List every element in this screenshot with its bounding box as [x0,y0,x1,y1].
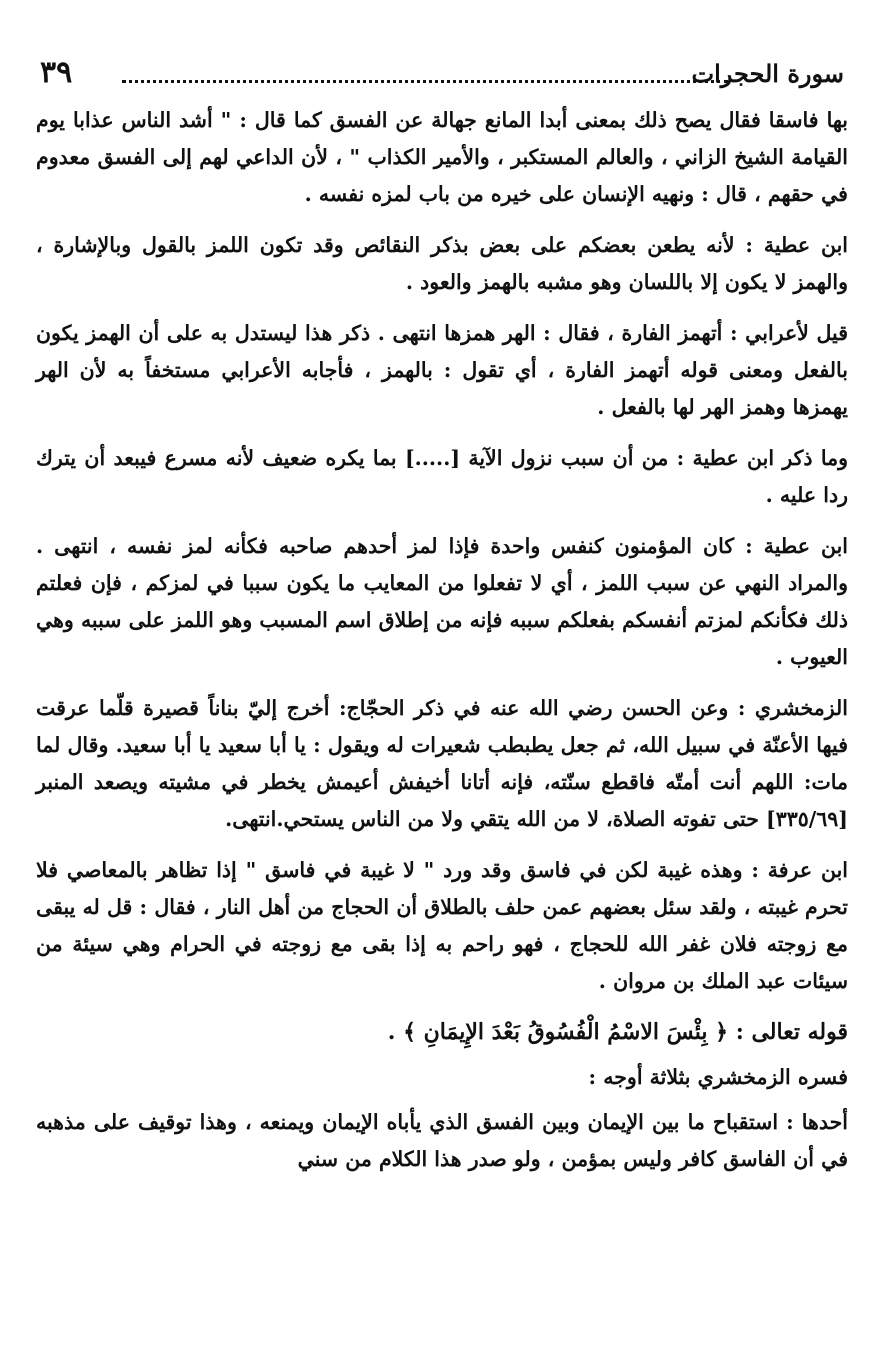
running-header [36,54,848,98]
paragraph-2: ابن عطية : لأنه يطعن بعضكم على بعض بذكر النقائص وقد تكون اللمز بالقول وبالإشارة ، والهمز لا يكون إلا باللسان وهو مشبه بالهمز والعود . [36,233,848,294]
paragraph-3: قيل لأعرابي : أتهمز الفارة ، فقال : الهر همزها انتهى . ذكر هذا ليستدل به على أن الهمز يكون بالفعل ومعنى قوله أتهمز الفارة ، أي تقول : بالهمز ، فأجابه الأعرابي مستخفاً به لأن الهر يهمزها وهمز الهر لها بالفعل . [36,321,848,419]
paragraph-7: ابن عرفة : وهذه غيبة لكن في فاسق وقد ورد " لا غيبة في فاسق " إذا تظاهر بالمعاصي فلا تحرم غيبته ، ولقد سئل بعضهم عمن حلف بالطلاق أن الحجاج من أهل النار ، فقال : قل له يبقى مع زوجته فلان غفر الله للحجاج ، فهو راحم به إذا بقى مع زوجته في الحرام وهي سيئة من سيئات عبد الملك بن مروان . [36,858,848,993]
header-leader-dots [122,80,728,83]
paragraph-8: أحدها : استقباح ما بين الإيمان وبين الفسق الذي يأباه الإيمان ويمنعه ، وهذا توقيف على مذهبه في أن الفاسق كافر وليس بمؤمن ، ولو صدر هذا الكلام من سني [36,1110,848,1171]
paragraph-4: وما ذكر ابن عطية : من أن سبب نزول الآية [.....] بما يكره ضعيف لأنه مسرع فيبعد أن يترك ردا عليه . [36,446,848,507]
book-page [36,54,848,1192]
page-number: ٣٩ [40,55,73,90]
paragraph-5: ابن عطية : كان المؤمنون كنفس واحدة فإذا لمز أحدهم صاحبه فكأنه لمز نفسه ، انتهى . والمراد النهي عن سبب اللمز ، أي لا تفعلوا من المعايب ما يكون سببا في لمزكم ، فإن فعلتم ذلك فكأنكم لمزتم أنفسكم بفعلكم سببه فإنه من إطلاق اسم المسبب وهو اللمز على سببه وهي العيوب . [36,534,848,669]
interpretation-intro: فسره الزمخشري بثلاثة أوجه : [588,1065,848,1089]
chapter-title: سورة الحجرات [691,59,844,88]
paragraph-6: الزمخشري : وعن الحسن رضي الله عنه في ذكر الحجّاج: أخرج إليّ بناناً قصيرة قلّما عرقت فيها الأعنّة في سبيل الله، ثم جعل يطبطب شعيرات له ويقول : يا أبا سعيد يا أبا سعيد. وقال لما مات: اللهم أنت أمتّه فاقطع سنّته، فإنه أتانا أخيفش أعيمش يخطر في مشيته ويصعد المنبر [٣٣٥/٦٩] حتى تفوته الصلاة، لا من الله يتقي ولا من الناس يستحي.انتهى. [36,696,848,831]
quran-verse-line: قوله تعالى : ﴿ بِئْسَ الاسْمُ الْفُسُوقُ بَعْدَ الإِيمَانِ ﴾ . [387,1019,848,1045]
paragraph-1: بها فاسقا فقال يصح ذلك بمعنى أبدا المانع جهالة عن الفسق كما قال : " أشد الناس عذابا يوم القيامة الشيخ الزاني ، والعالم المستكبر ، والأمير الكذاب " ، لأن الداعي لهم إلى الفسق معدوم في حقهم ، قال : ونهيه الإنسان على خيره من باب لمزه نفسه . [36,108,848,206]
